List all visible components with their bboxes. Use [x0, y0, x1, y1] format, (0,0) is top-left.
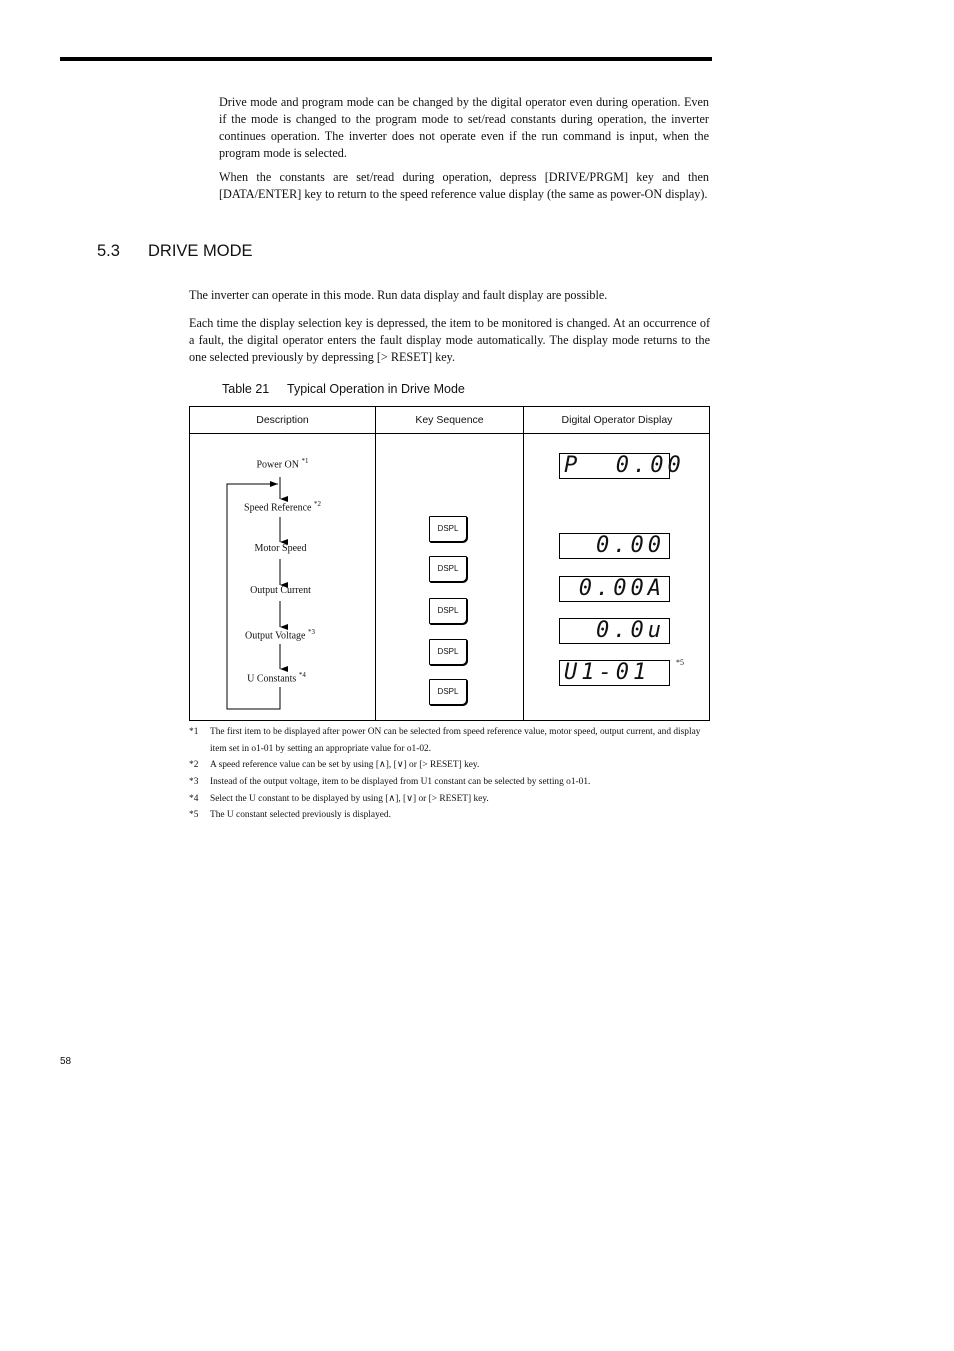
header-digital-display: Digital Operator Display [561, 414, 673, 426]
operation-table [189, 406, 710, 721]
section-paragraph-1: The inverter can operate in this mode. Run data display and fault display are possible. [189, 288, 608, 302]
column-divider [375, 407, 376, 720]
intro-paragraph-2: When the constants are set/read during operation, depress [DRIVE/PRGM] key and then [DATA/ENTER] key to return to the speed reference value display (the same as power-ON display). [219, 170, 709, 201]
header-key-sequence: Key Sequence [415, 414, 484, 426]
lcd-display-output-voltage: 0.0u [559, 618, 670, 644]
lcd-display-u-constants: U1-01 [559, 660, 670, 686]
footnotes: *1 The first item to be displayed after power ON can be selected from speed reference value, motor speed, output current, and display item set in o1-01 by setting an appropriate value for o1-02. *2 A speed reference value can be set by using [∧], [∨] or [> RESET] key. *3 Instead of the output voltage, item to be displayed from U1 constant can be selected by setting o1-01. *4 Select the U constant to be displayed by using [∧], [∨] or [> RESET] key. *5 The U constant selected previously is displayed. [189, 727, 701, 820]
column-divider [523, 407, 524, 720]
flow-step-u-constants: U Constants $^{*4}$ [247, 671, 306, 685]
header-description: Description [256, 414, 309, 426]
flow-step-power-on: Power ON $^{*1}$ [256, 457, 309, 471]
lcd-display-speed-reference: 0.00 [559, 533, 670, 559]
intro-paragraph-1: Drive mode and program mode can be changed by the digital operator even during operation. Even if the mode is changed to the program mode to set/read constants during operation, the inverter continues operation. The inverter does not operate even if the run command is input, when the program mode is selected. [219, 95, 709, 160]
dspl-key[interactable]: DSPL [429, 598, 467, 624]
page-number: 58 [60, 1056, 72, 1067]
flow-step-output-voltage: Output Voltage $^{*3}$ [245, 628, 315, 642]
lcd-display-power-on: P 0.00 [559, 453, 670, 479]
flow-step-motor-speed: Motor Speed [254, 543, 307, 554]
display-footnote-mark: *5 [676, 658, 684, 667]
dspl-key[interactable]: DSPL [429, 639, 467, 665]
dspl-key[interactable]: DSPL [429, 679, 467, 705]
dspl-key[interactable]: DSPL [429, 556, 467, 582]
lcd-display-output-current: 0.00A [559, 576, 670, 602]
dspl-key[interactable]: DSPL [429, 516, 467, 542]
flow-step-speed-reference: Speed Reference $^{*2}$ [244, 500, 321, 514]
top-rule [60, 57, 712, 61]
section-paragraph-2: Each time the display selection key is depressed, the item to be monitored is changed. At an occurrence of a fault, the digital operator enters the fault display mode automatically. The display mode returns to the one selected previously by depressing [> RESET] key. [189, 316, 710, 364]
table-caption-title: Typical Operation in Drive Mode [287, 382, 465, 396]
table-caption-number: Table 21 [222, 382, 270, 396]
section-number: 5.3 [97, 242, 120, 260]
section-title: DRIVE MODE [148, 242, 253, 260]
flow-step-output-current: Output Current [250, 585, 311, 596]
